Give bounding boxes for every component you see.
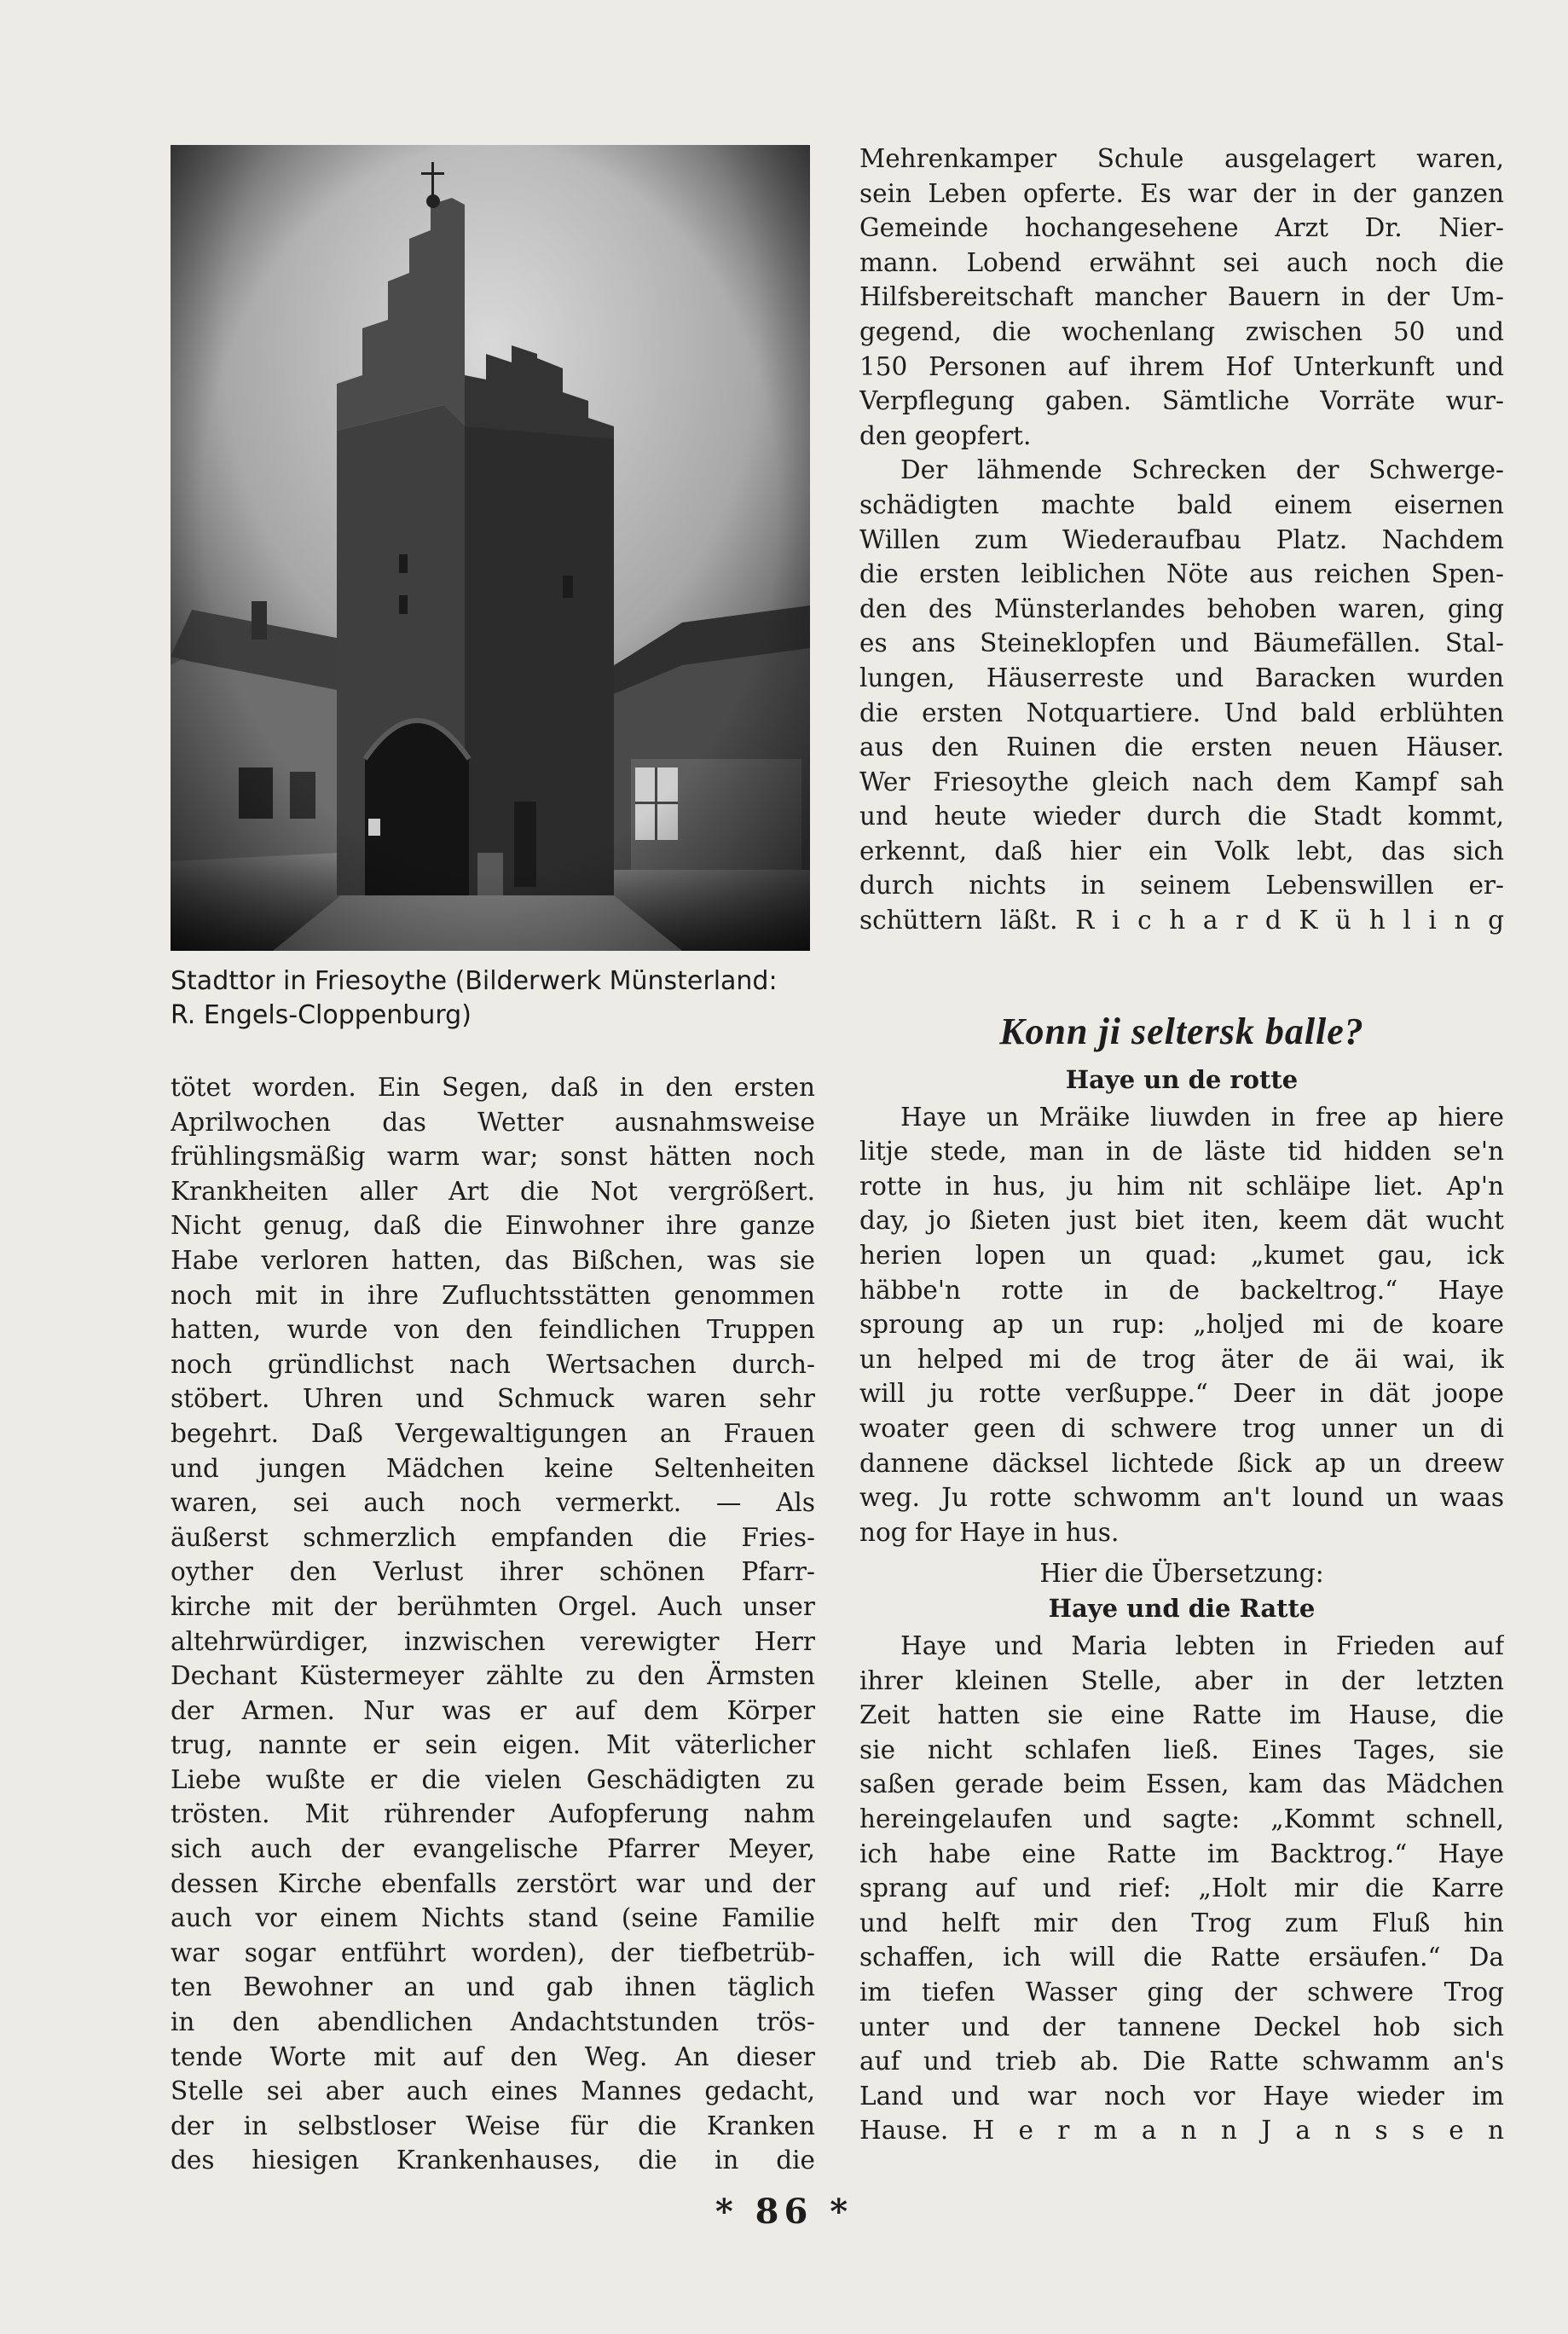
text-line: stöbert. Uhren und Schmuck waren sehr xyxy=(171,1384,815,1414)
text-line: ten Bewohner an und gab ihnen täglich xyxy=(171,1972,815,2002)
text-line: un helped mi de trog äter de äi wai, ik xyxy=(859,1344,1504,1374)
translation-label: Hier die Übersetzung: xyxy=(1039,1559,1324,1589)
text-line: Aprilwochen das Wetter ausnahmsweise xyxy=(171,1107,815,1137)
right-column xyxy=(859,142,1504,2148)
text-line: und jungen Mädchen keine Seltenheiten xyxy=(171,1453,815,1483)
text-line: oyther den Verlust ihrer schönen Pfarr- xyxy=(171,1557,815,1587)
text-line: sprang auf und rief: „Holt mir die Karre xyxy=(859,1874,1504,1903)
text-line: es ans Steineklopfen und Bäumefällen. Stal- xyxy=(859,628,1504,658)
text-line: Land und war noch vor Haye wieder im xyxy=(859,2081,1504,2111)
text-line: trug, nannte er sein eigen. Mit väterlicher xyxy=(171,1730,815,1760)
text-line: hereingelaufen und sagte: „Kommt schnell, xyxy=(859,1804,1504,1833)
text-line: saßen gerade beim Essen, kam das Mädchen xyxy=(859,1769,1504,1799)
text-line: Liebe wußte er die vielen Geschädigten zu xyxy=(171,1764,815,1794)
text-line: dannene däcksel lichtede ßick ap un dreew xyxy=(859,1448,1504,1478)
text-line: Willen zum Wiederaufbau Platz. Nachdem xyxy=(859,524,1504,554)
text-line: altehrwürdiger, inzwischen verewigter Herr xyxy=(171,1626,815,1656)
text-line: unter und der tannene Deckel hob sich xyxy=(859,2012,1504,2042)
text-line: die ersten Notquartiere. Und bald erblühten xyxy=(859,698,1504,727)
text-line: ihrer kleinen Stelle, aber in der letzten xyxy=(859,1665,1504,1695)
text-line: trösten. Mit rührender Aufopferung nahm xyxy=(171,1799,815,1829)
photo-city-gate xyxy=(171,145,810,951)
text-line: die ersten leiblichen Nöte aus reichen Spen- xyxy=(859,559,1504,589)
text-line: Haye un Mräike liuwden in free ap hiere xyxy=(900,1102,1504,1132)
text-line: den geopfert. xyxy=(859,420,1032,450)
left-column xyxy=(171,145,815,2178)
text-line: schädigten machte bald einem eisernen xyxy=(859,489,1504,519)
text-line: den des Münsterlandes behoben waren, ging xyxy=(859,594,1504,623)
text-line: sich auch der evangelische Pfarrer Meyer, xyxy=(171,1834,815,1864)
text-line: 150 Personen auf ihrem Hof Unterkunft und xyxy=(859,351,1504,381)
right-article-text xyxy=(859,142,1504,938)
text-line: und heute wieder durch die Stadt kommt, xyxy=(859,802,1504,831)
text-line: der in selbstloser Weise für die Kranken xyxy=(171,2111,815,2140)
text-line: waren, sei auch noch vermerkt. — Als xyxy=(171,1488,815,1518)
text-line: nog for Haye in hus. xyxy=(859,1517,1120,1547)
text-line: gegend, die wochenlang zwischen 50 und xyxy=(859,316,1504,346)
text-line: Krankheiten aller Art die Not vergrößert. xyxy=(171,1176,815,1206)
text-line: auch vor einem Nichts stand (seine Familie xyxy=(171,1903,815,1933)
text-line: herien lopen un quad: „kumet gau, ick xyxy=(859,1241,1504,1271)
text-line: mann. Lobend erwähnt sei auch noch die xyxy=(859,247,1504,277)
text-line: äußerst schmerzlich empfanden die Fries- xyxy=(171,1522,815,1552)
text-line: hatten, wurde von den feindlichen Truppen xyxy=(171,1315,815,1345)
text-line: schüttern läßt. R i c h a r d K ü h l i n g xyxy=(859,906,1504,935)
text-line: schaffen, ich will die Ratte ersäufen.“ Da xyxy=(859,1943,1504,1972)
text-line: woater geen di schwere trog unner un di xyxy=(859,1414,1504,1443)
translation-heading: Haye und die Ratte xyxy=(1048,1593,1316,1623)
text-line: Zeit hatten sie eine Ratte im Hause, die xyxy=(859,1700,1504,1730)
city-gate-illustration xyxy=(171,145,810,951)
text-line: kirche mit der berühmten Orgel. Auch unser xyxy=(171,1591,815,1621)
text-line: häbbe'n rotte in de backeltrog.“ Haye xyxy=(859,1275,1504,1305)
text-line: frühlingsmäßig warm war; sonst hätten noch xyxy=(171,1142,815,1172)
text-line: des hiesigen Krankenhauses, die in die xyxy=(171,2146,815,2175)
text-line: aus den Ruinen die ersten neuen Häuser. xyxy=(859,733,1504,762)
dialect-story-heading: Haye un de rotte xyxy=(1065,1064,1299,1094)
text-line: noch mit in ihre Zufluchtsstätten genommen xyxy=(171,1280,815,1310)
left-article-text xyxy=(171,1070,815,2178)
text-line: will ju rotte verßuppe.“ Deer in dät joope xyxy=(859,1379,1504,1409)
text-line: Haye und Maria lebten in Frieden auf xyxy=(900,1630,1504,1660)
text-line: noch gründlichst nach Wertsachen durch- xyxy=(171,1349,815,1379)
text-line: rotte in hus, ju him nit schläipe liet. Ap'n xyxy=(859,1171,1504,1201)
text-line: sproung ap un rup: „holjed mi de koare xyxy=(859,1310,1504,1340)
text-line: sie nicht schlafen ließ. Eines Tages, sie xyxy=(859,1735,1504,1764)
text-line: Habe verloren hatten, das Bißchen, was sie xyxy=(171,1245,815,1275)
text-line: weg. Ju rotte schwomm an't lound un waas xyxy=(859,1483,1504,1513)
text-line: begehrt. Daß Vergewaltigungen an Frauen xyxy=(171,1418,815,1448)
text-line: litje stede, man in de läste tid hidden se'n xyxy=(859,1137,1504,1167)
text-line: day, jo ßieten just biet iten, keem dät wucht xyxy=(859,1206,1504,1236)
text-line: der Armen. Nur was er auf dem Körper xyxy=(171,1695,815,1725)
text-line: auf und trieb ab. Die Ratte schwamm an's xyxy=(859,2047,1504,2076)
text-line: dessen Kirche ebenfalls zerstört war und der xyxy=(171,1868,815,1898)
dialect-poem-title: Konn ji seltersk balle? xyxy=(999,1010,1364,1052)
text-line: tende Worte mit auf den Weg. An dieser xyxy=(171,2042,815,2071)
text-line: Hilfsbereitschaft mancher Bauern in der Um- xyxy=(859,282,1504,312)
caption-line-2: R. Engels-Cloppenburg) xyxy=(171,1000,472,1030)
text-line: ich habe eine Ratte im Backtrog.“ Haye xyxy=(859,1839,1504,1868)
text-line: durch nichts in seinem Lebenswillen er- xyxy=(859,871,1504,901)
text-line: war sogar entführt worden), der tiefbetrüb- xyxy=(171,1937,815,1967)
text-line: in den abendlichen Andachtstunden trös- xyxy=(171,2007,815,2037)
text-line: im tiefen Wasser ging der schwere Trog xyxy=(859,1977,1504,2007)
text-line: Wer Friesoythe gleich nach dem Kampf sah xyxy=(859,767,1504,796)
translation-text xyxy=(859,1629,1504,2148)
text-line: Dechant Küstermeyer zählte zu den Ärmsten xyxy=(171,1661,815,1691)
dialect-story-text xyxy=(859,1100,1504,1550)
text-line: Hause. H e r m a n n J a n s s e n xyxy=(859,2116,1504,2146)
text-line: lungen, Häuserreste und Baracken wurden xyxy=(859,663,1504,692)
text-line: Stelle sei aber auch eines Mannes gedacht, xyxy=(171,2076,815,2106)
text-line: sein Leben opferte. Es war der in der ganzen xyxy=(859,178,1504,208)
text-line: Gemeinde hochangesehene Arzt Dr. Nier- xyxy=(859,213,1504,243)
text-line: Mehrenkamper Schule ausgelagert waren, xyxy=(859,144,1504,173)
page-number: * 86 * xyxy=(715,2192,853,2232)
photo-caption xyxy=(171,964,815,1033)
text-line: erkennt, daß hier ein Volk lebt, das sich xyxy=(859,836,1504,866)
text-line: Nicht genug, daß die Einwohner ihre ganze xyxy=(171,1211,815,1241)
text-line: Verpflegung gaben. Sämtliche Vorräte wur- xyxy=(859,386,1504,416)
text-line: tötet worden. Ein Segen, daß in den ersten xyxy=(171,1073,815,1102)
caption-line-1: Stadttor in Friesoythe (Bilderwerk Münsterland: xyxy=(171,966,778,996)
text-line: Der lähmende Schrecken der Schwerge- xyxy=(900,455,1504,485)
text-line: und helft mir den Trog zum Fluß hin xyxy=(859,1908,1504,1937)
